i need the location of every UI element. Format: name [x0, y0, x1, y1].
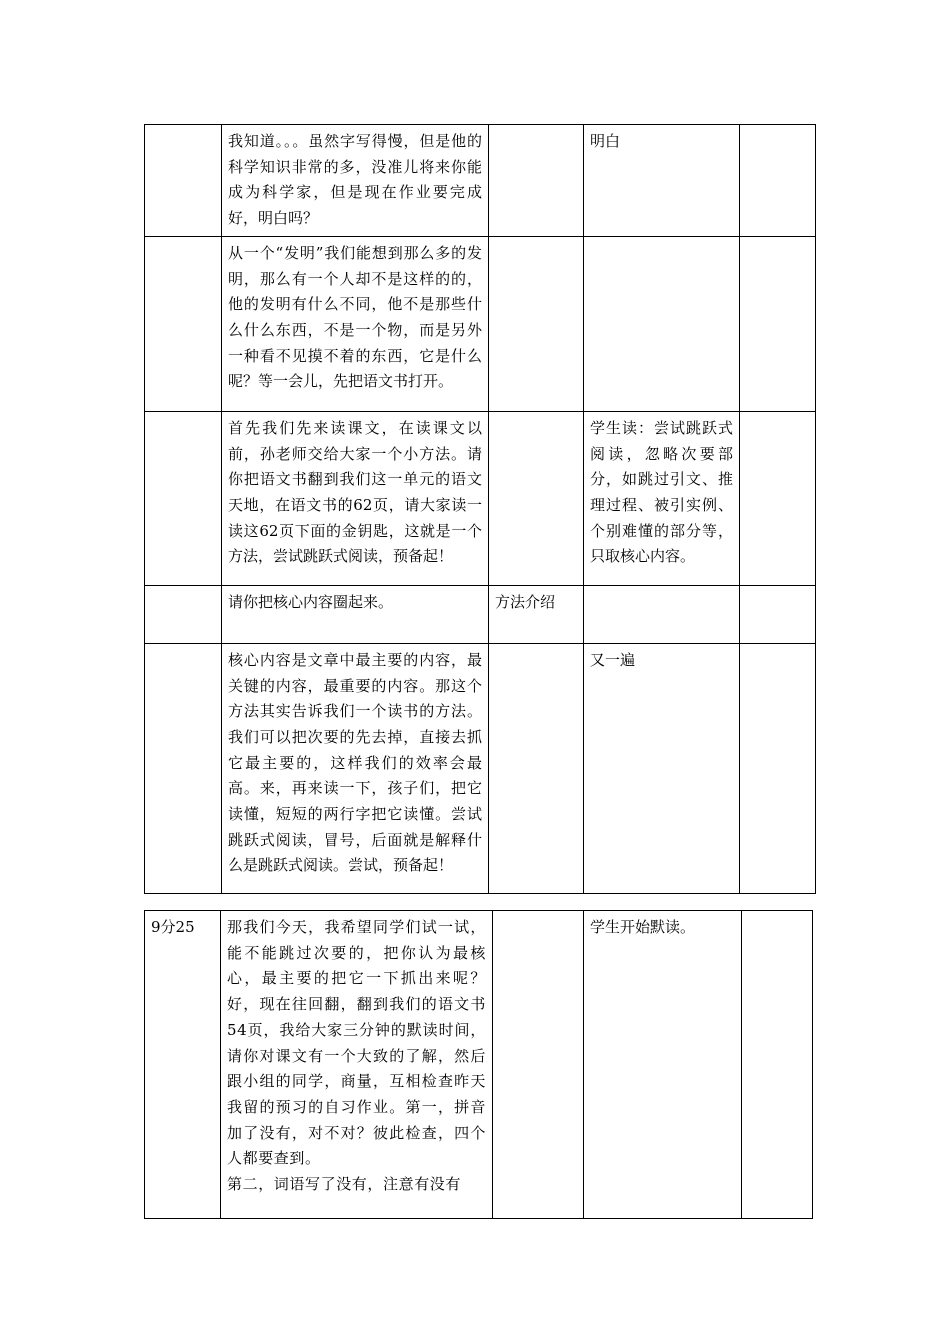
- design-intent-cell: 方法介绍: [489, 585, 584, 643]
- teacher-speech-cell: 请你把核心内容圈起来。: [222, 585, 489, 643]
- teacher-speech-paragraph: 第二，词语写了没有，注意有没有: [227, 1175, 462, 1194]
- teacher-speech-cell: 从一个“发明”我们能想到那么多的发明，那么有一个人却不是这样的的，他的发明有什么不同，他不是那些什么什么东西，不是一个物，而是另外一种看不见摸不着的东西，它是什么呢？等一会儿，先把语文书打开。: [222, 236, 489, 411]
- table-row: [145, 411, 816, 585]
- note-cell: [740, 236, 816, 411]
- design-intent-cell: [489, 643, 584, 893]
- time-cell: 9分25: [145, 911, 221, 1219]
- table-row: [145, 911, 813, 1219]
- student-activity-cell: [584, 585, 740, 643]
- time-cell: [145, 643, 222, 893]
- time-cell: [145, 585, 222, 643]
- teacher-speech-cell: [221, 911, 493, 1219]
- note-cell: [742, 911, 813, 1219]
- student-activity-cell: 又一遍: [584, 643, 740, 893]
- lesson-record-table-2: [144, 910, 813, 1219]
- time-cell: [145, 236, 222, 411]
- note-cell: [740, 411, 816, 585]
- table-row: [145, 125, 816, 237]
- teacher-speech-paragraph: 那我们今天，我希望同学们试一试，能不能跳过次要的，把你认为最核心，最主要的把它一下抓出来呢？好，现在往回翻，翻到我们的语文书54页，我给大家三分钟的默读时间，请你对课文有一个大致的了解，然后跟小组的同学，商量，互相检查昨天我留的预习的自习作业。第一，拼音加了没有，对不对？彼此检查，四个人都要查到。: [227, 918, 486, 1168]
- lesson-record-table-1: [144, 124, 816, 894]
- student-activity-cell: 学生读：尝试跳跃式阅读，忽略次要部分，如跳过引文、推理过程、被引实例、个别难懂的部分等，只取核心内容。: [584, 411, 740, 585]
- design-intent-cell: [493, 911, 584, 1219]
- table-row: [145, 236, 816, 411]
- time-cell: [145, 125, 222, 237]
- table-row: [145, 643, 816, 893]
- note-cell: [740, 585, 816, 643]
- student-activity-cell: 明白: [584, 125, 740, 237]
- design-intent-cell: [489, 411, 584, 585]
- time-cell: [145, 411, 222, 585]
- student-activity-cell: [584, 236, 740, 411]
- teacher-speech-cell: 我知道。。。虽然字写得慢，但是他的科学知识非常的多，没准儿将来你能成为科学家，但是现在作业要完成好，明白吗？: [222, 125, 489, 237]
- student-activity-cell: 学生开始默读。: [584, 911, 742, 1219]
- design-intent-cell: [489, 236, 584, 411]
- teacher-speech-cell: 首先我们先来读课文，在读课文以前，孙老师交给大家一个小方法。请你把语文书翻到我们这一单元的语文天地，在语文书的62页，请大家读一读这62页下面的金钥匙，这就是一个方法，尝试跳跃式阅读，预备起！: [222, 411, 489, 585]
- note-cell: [740, 125, 816, 237]
- design-intent-cell: [489, 125, 584, 237]
- table-row: [145, 585, 816, 643]
- note-cell: [740, 643, 816, 893]
- teacher-speech-cell: 核心内容是文章中最主要的内容，最关键的内容，最重要的内容。那这个方法其实告诉我们一个读书的方法。我们可以把次要的先去掉，直接去抓它最主要的，这样我们的效率会最高。来，再来读一下，孩子们，把它读懂，短短的两行字把它读懂。尝试跳跃式阅读，冒号，后面就是解释什么是跳跃式阅读。尝试，预备起！: [222, 643, 489, 893]
